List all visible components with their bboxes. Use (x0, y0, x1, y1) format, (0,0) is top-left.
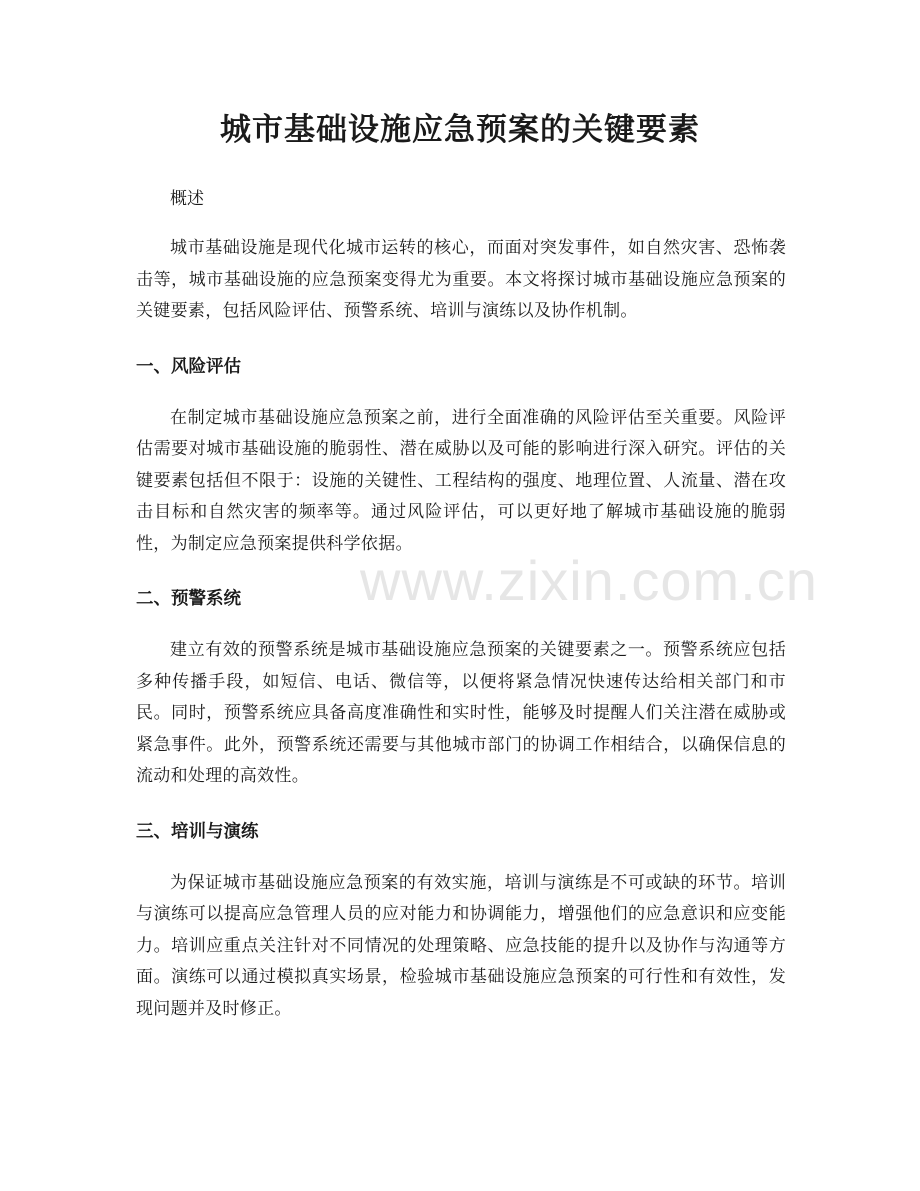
watermark: www.zixin.com.cn (360, 549, 818, 612)
section-paragraph: 为保证城市基础设施应急预案的有效实施，培训与演练是不可或缺的环节。培训与演练可以提高应急管理人员的应对能力和协调能力，增强他们的应急意识和应变能力。培训应重点关注针对不同情况的处理策略、应急技能的提升以及协作与沟通等方面。演练可以通过模拟真实场景，检验城市基础设施应急预案的可行性和有效性，发现问题并及时修正。 (136, 872, 786, 1019)
intro-paragraph: 城市基础设施是现代化城市运转的核心，而面对突发事件，如自然灾害、恐怖袭击等，城市基础设施的应急预案变得尤为重要。本文将探讨城市基础设施应急预案的关键要素，包括风险评估、预警系统、培训与演练以及协作机制。 (136, 238, 786, 321)
section-early-warning (136, 584, 786, 793)
section-paragraph: 在制定城市基础设施应急预案之前，进行全面准确的风险评估至关重要。风险评估需要对城市基础设施的脆弱性、潜在威胁以及可能的影响进行深入研究。评估的关键要素包括但不限于：设施的关键性、工程结构的强度、地理位置、人流量、潜在攻击目标和自然灾害的频率等。通过风险评估，可以更好地了解城市基础设施的脆弱性，为制定应急预案提供科学依据。 (136, 407, 786, 554)
overview-label: 概述 (170, 189, 204, 209)
section-risk-assessment (136, 352, 786, 561)
document-body (136, 184, 786, 1025)
section-paragraph: 建立有效的预警系统是城市基础设施应急预案的关键要素之一。预警系统应包括多种传播手段，如短信、电话、微信等，以便将紧急情况快速传达给相关部门和市民。同时，预警系统应具备高度准确性和实时性，能够及时提醒人们关注潜在威胁或紧急事件。此外，预警系统还需要与其他城市部门的协调工作相结合，以确保信息的流动和处理的高效性。 (136, 640, 786, 786)
document-title: 城市基础设施应急预案的关键要素 (220, 112, 700, 148)
section-heading: 一、风险评估 (136, 356, 241, 377)
section-heading: 三、培训与演练 (136, 821, 259, 842)
section-training-drills (136, 817, 786, 1026)
section-heading: 二、预警系统 (136, 589, 241, 609)
